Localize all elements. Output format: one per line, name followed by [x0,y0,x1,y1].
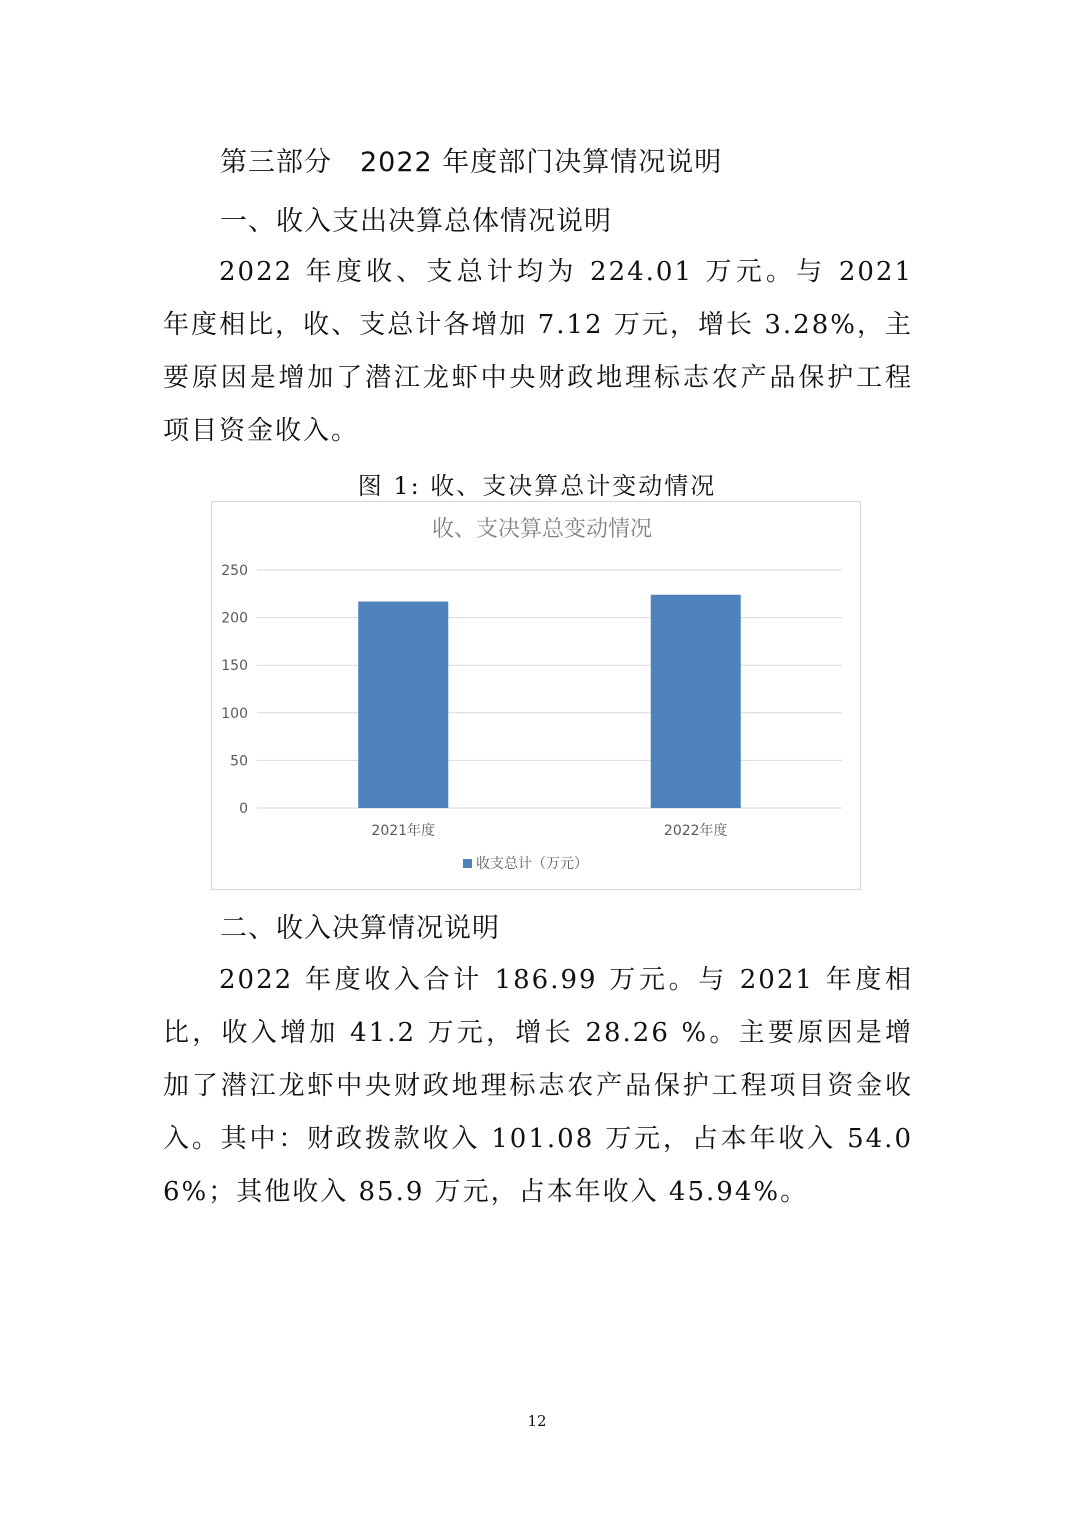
y-tick-label: 250 [221,563,248,579]
y-tick-label: 50 [230,753,248,770]
legend-label: 收支总计（万元） [476,856,588,872]
chart-canvas [212,502,862,891]
chart-bars [358,595,741,808]
y-tick-label: 100 [221,705,248,722]
bar-2021年度 [358,602,448,808]
figure-caption: 图 1: 收、支决算总计变动情况 [357,472,717,500]
legend-swatch [463,859,472,868]
section-paragraph-2: 2022 年度收入合计 186.99 万元。与 2021 年度相比，收入增加 41.2 万元，增长 28.26 %。主要原因是增加了潜江龙虾中央财政地理标志农产品保护工程项目资金收入。其中：财政拨款收入 101.08 万元，占本年收入 54.06%；其他收入 85.9 万元，占本年收入 45.94%。 [163,965,913,1207]
bar-2022年度 [651,595,741,808]
section-paragraph-1: 2022 年度收、支总计均为 224.01 万元。与 2021 年度相比，收、支总计各增加 7.12 万元，增长 3.28%，主要原因是增加了潜江龙虾中央财政地理标志农产品保护工程项目资金收入。 [163,257,913,446]
part-title: 第三部分 2022 年度部门决算情况说明 [220,147,723,178]
y-tick-label: 0 [239,801,248,817]
x-tick-label: 2021年度 [371,823,436,839]
y-tick-label: 150 [221,658,248,675]
chart-legend [463,855,588,872]
section-heading-2: 二、收入决算情况说明 [220,913,500,944]
chart-title: 收、支决算总变动情况 [431,517,653,542]
bar-chart [211,501,861,890]
section-heading-1: 一、收入支出决算总体情况说明 [220,206,612,237]
page-number: 12 [527,1412,547,1430]
x-tick-label: 2022年度 [663,823,728,839]
chart-gridlines [257,570,842,808]
y-tick-label: 200 [221,610,248,627]
